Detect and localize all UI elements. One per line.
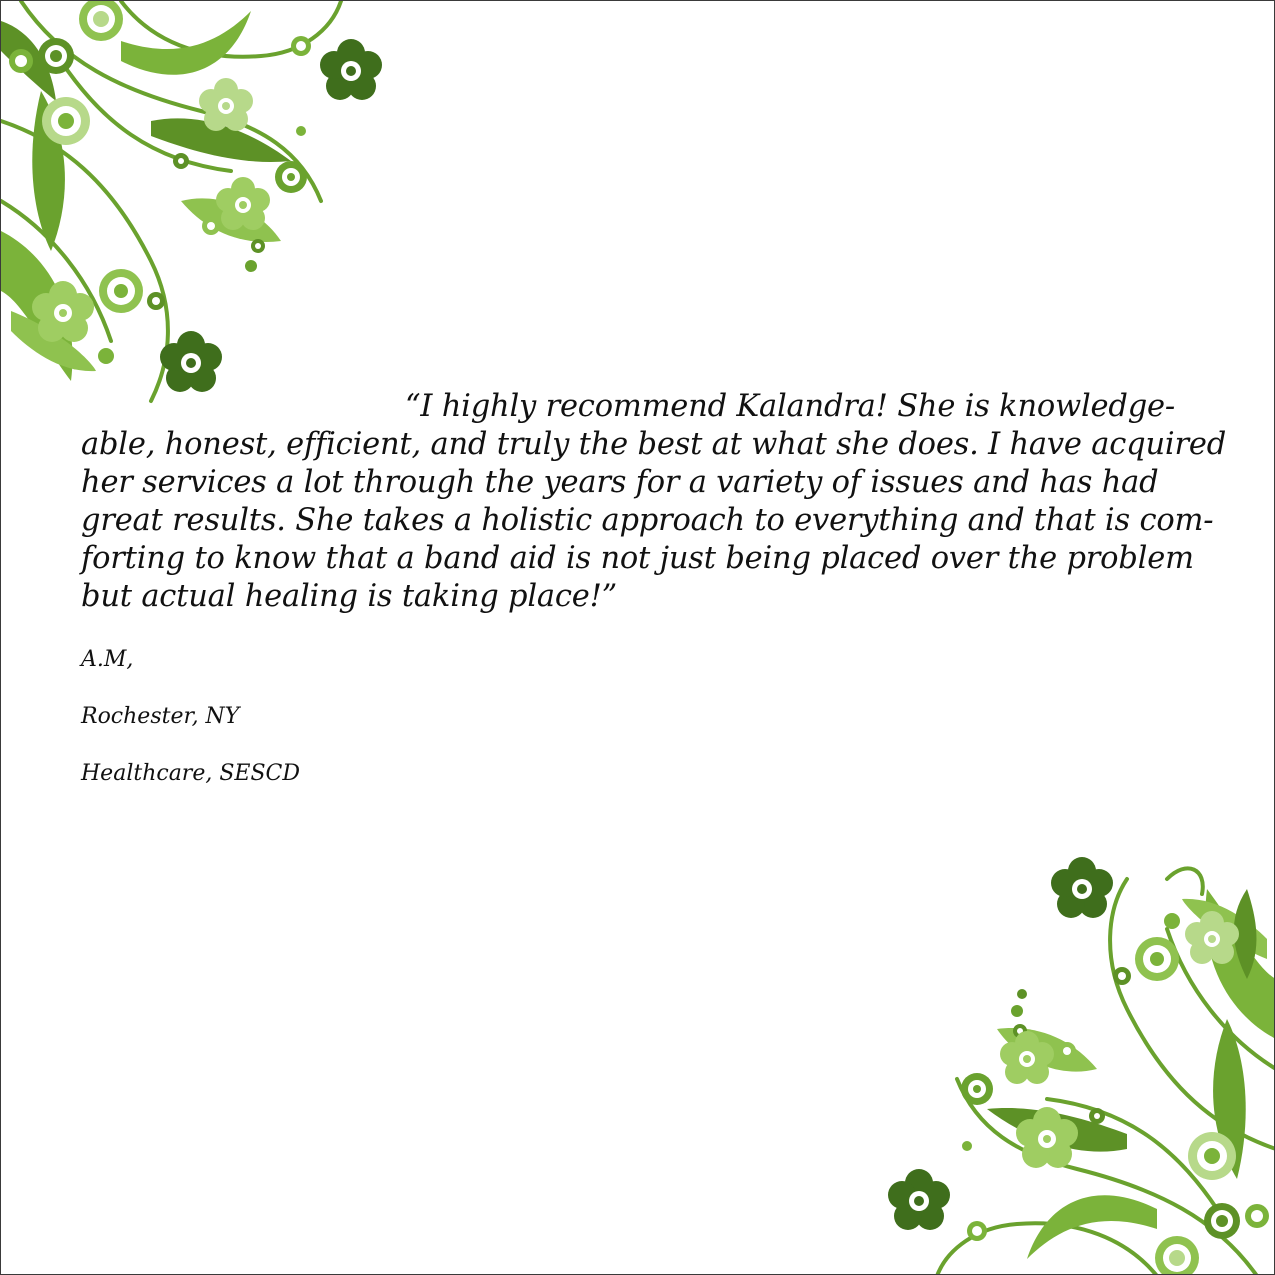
quote-line: forting to know that a band aid is not just being placed over the problem [81, 541, 1194, 576]
quote-line: “I highly recommend Kalandra! She is knowledge- [405, 389, 1175, 424]
quote-line: able, honest, efficient, and truly the best at what she does. I have acquired [81, 427, 1227, 462]
testimonial-quote [81, 388, 1227, 616]
flower-icon [320, 39, 382, 100]
flower-icon [216, 177, 270, 230]
quote-line: but actual healing is taking place!” [81, 579, 618, 614]
flower-icon [1051, 857, 1113, 918]
quote-line: great results. She takes a holistic approach to everything and that is com- [81, 503, 1214, 538]
author-name: A.M, [81, 647, 134, 672]
floral-corner-top-left [1, 1, 401, 413]
floral-corner-bottom-right [867, 839, 1275, 1275]
quote-line: her services a lot through the years for a variety of issues and has had [81, 465, 1159, 500]
author-affiliation: Healthcare, SESCD [81, 761, 301, 786]
flower-icon [199, 78, 253, 131]
flower-icon [888, 1169, 950, 1230]
author-location: Rochester, NY [81, 704, 240, 729]
